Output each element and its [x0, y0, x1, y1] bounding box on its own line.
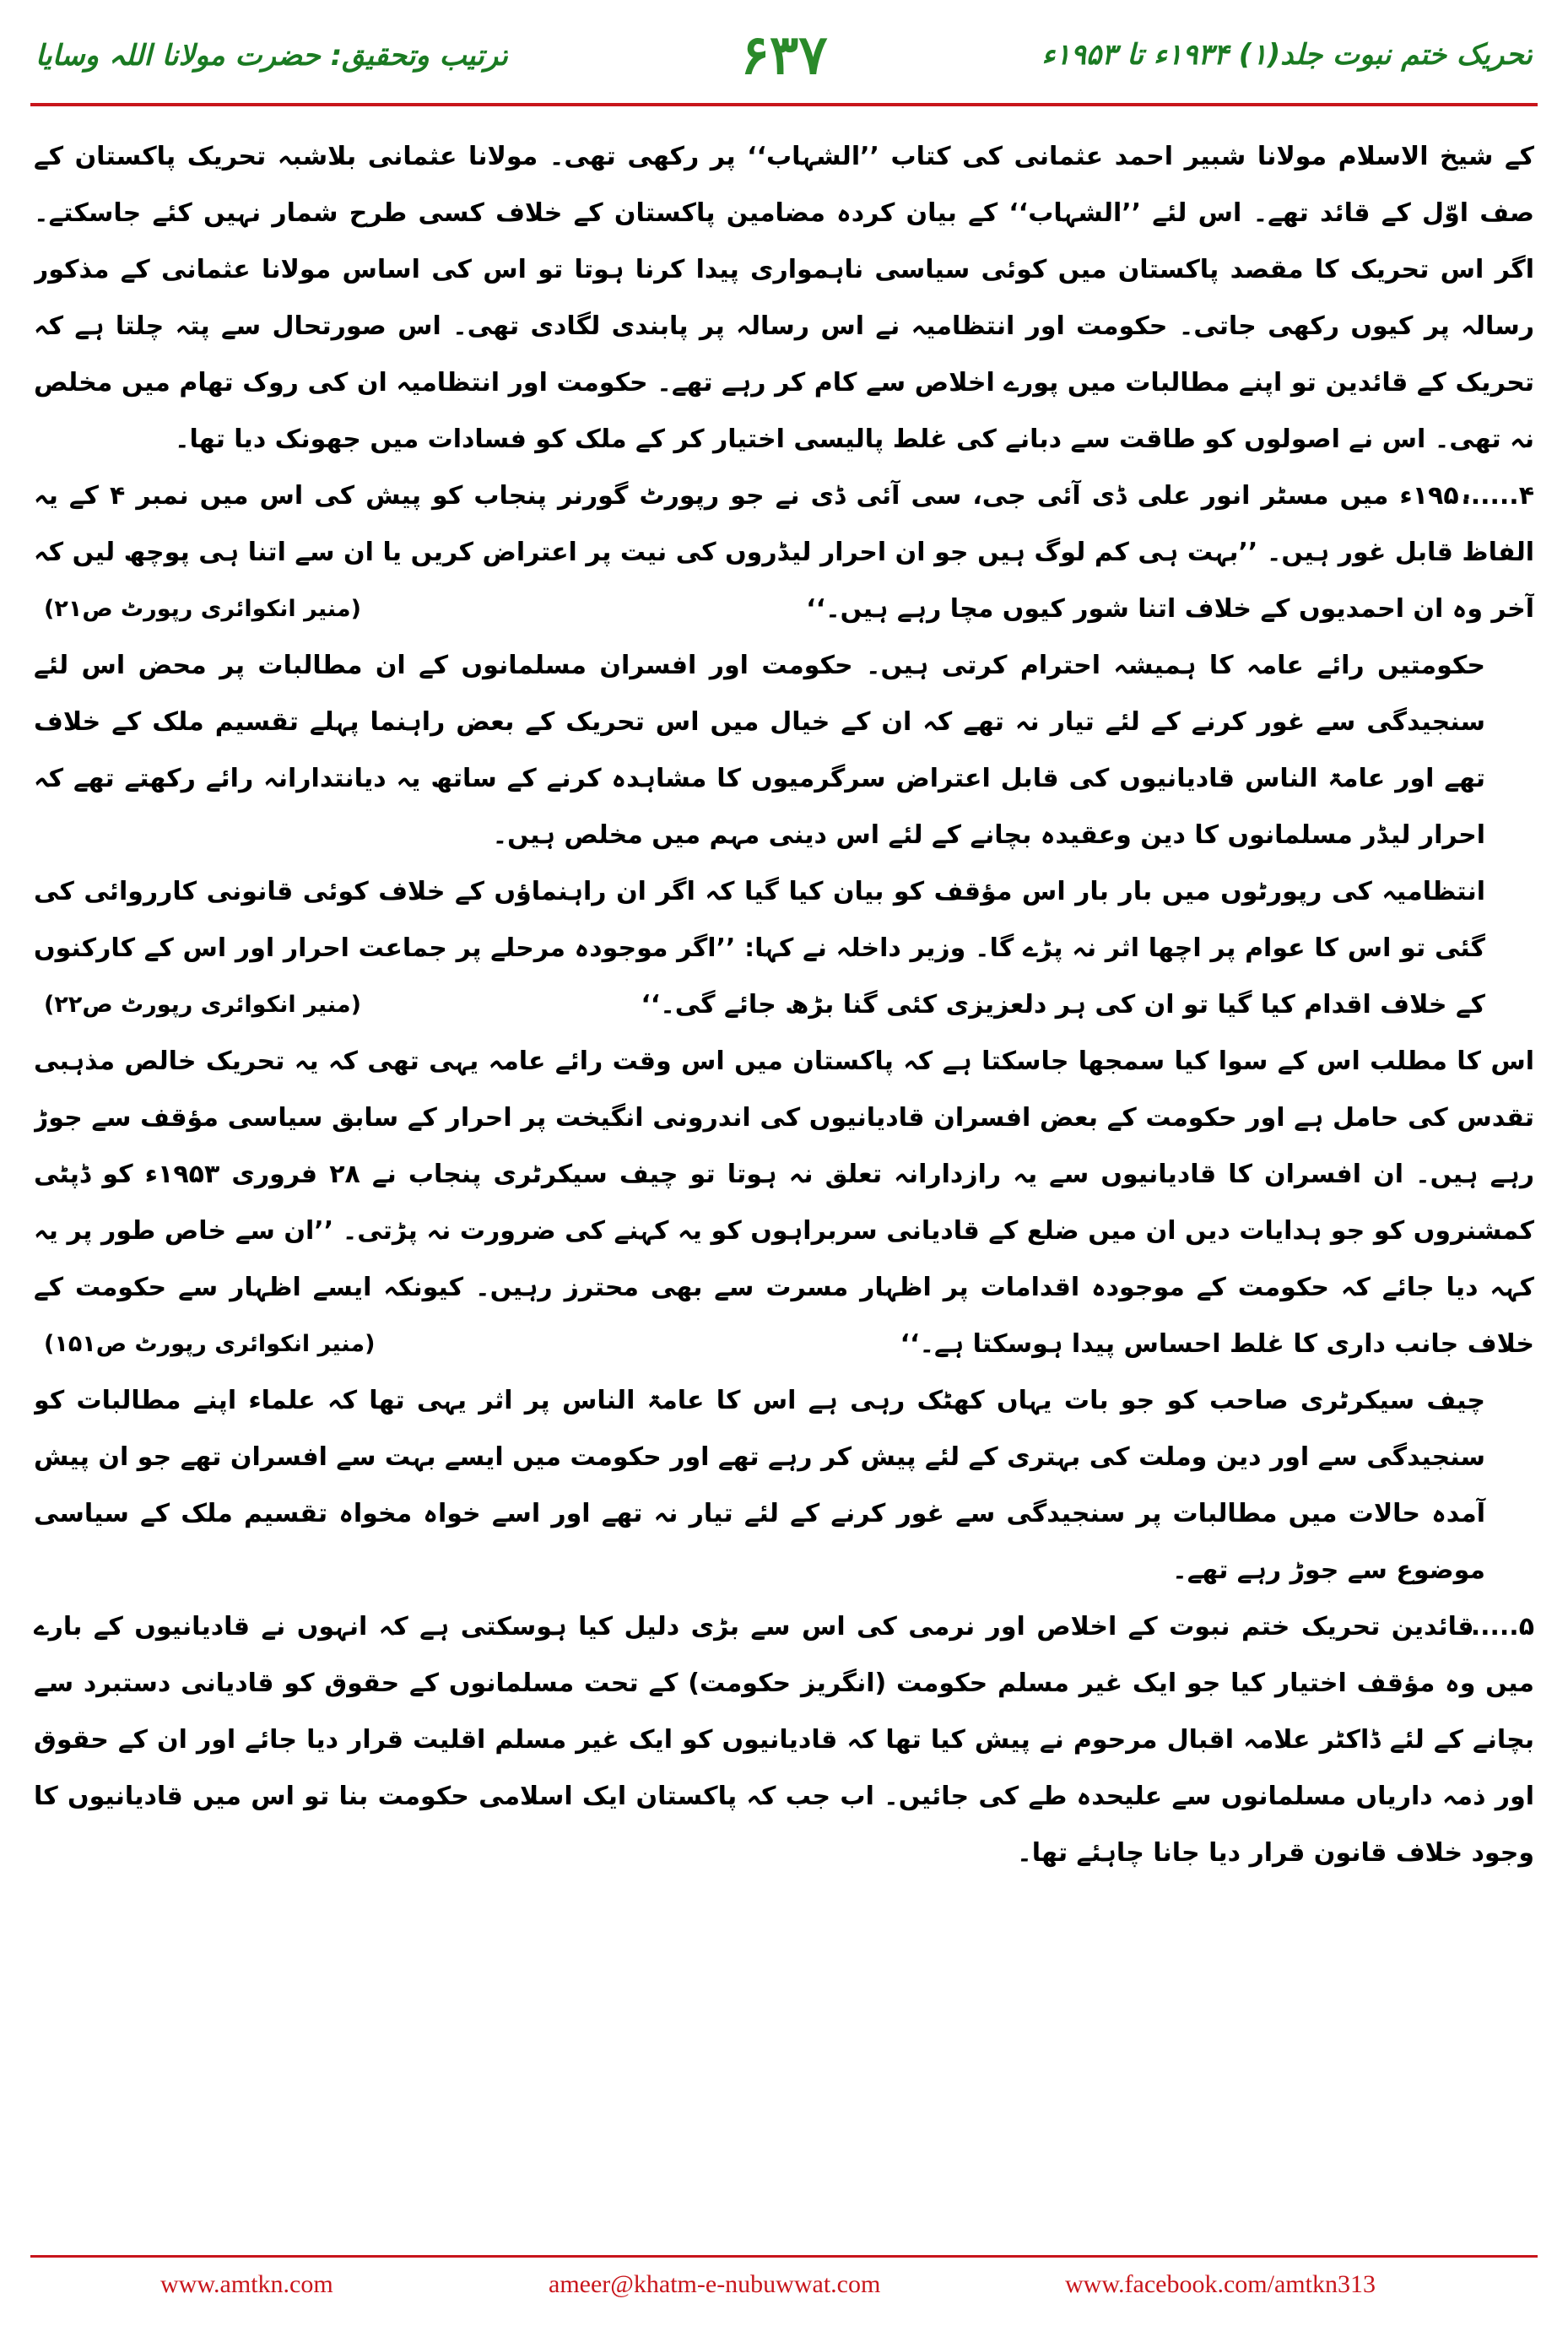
page-body [34, 128, 1534, 2251]
footer-divider [30, 2255, 1538, 2258]
paragraph-5 [34, 1033, 1534, 1372]
page-footer [0, 2255, 1568, 2342]
paragraph-text: ۱۹۵۰ء میں مسٹر انور علی ڈی آئی جی، سی آئی ڈی نے جو رپورٹ گورنر پنجاب کو پیش کی اس میں نمبر ۴ کے یہ الفاظ قابل غور ہیں۔ ’’بہت ہی کم لوگ ہیں جو ان احرار لیڈروں کی نیت پر اعتراض کریں یا ان سے اتنا ہی پوچھ لیں کہ آخر وہ ان احمدیوں کے خلاف اتنا شور کیوں مچا رہے ہیں۔‘‘ [34, 481, 1534, 624]
paragraph-7-point-5 [34, 1598, 1534, 1881]
reference-citation: (منیر انکوائری رپورٹ ص۲۲) [44, 992, 361, 1018]
paragraph-3 [34, 637, 1534, 863]
paragraph-6 [34, 1372, 1534, 1598]
point-number: ۵...... [1461, 1612, 1534, 1642]
point-number: ۴...... [1461, 481, 1534, 511]
page-header [0, 0, 1568, 118]
header-divider [30, 103, 1538, 106]
paragraph-text: قائدین تحریک ختم نبوت کے اخلاص اور نرمی کی اس سے بڑی دلیل کیا ہوسکتی ہے کہ انہوں نے قادیانیوں کے بارے میں وہ مؤقف اختیار کیا جو ایک غیر مسلم حکومت (انگریز حکومت) کے تحت مسلمانوں کے حقوق کو قادیانی دستبرد سے بچانے کے لئے ڈاکٹر علامہ اقبال مرحوم نے پیش کیا تھا کہ قادیانیوں کو ایک غیر مسلم اقلیت قرار دیا جائے اور ان کے حقوق اور ذمہ داریاں مسلمانوں سے علیحدہ طے کی جائیں۔ اب جب کہ پاکستان ایک اسلامی حکومت بنا تو اس میں قادیانیوں کا وجود خلاف قانون قرار دیا جانا چاہئے تھا۔ [34, 1612, 1534, 1868]
paragraph-text: انتظامیہ کی رپورٹوں میں بار بار اس مؤقف کو بیان کیا گیا کہ اگر ان راہنماؤں کے خلاف کوئی قانونی کارروائی کی گئی تو اس کا عوام پر اچھا اثر نہ پڑے گا۔ وزیر داخلہ نے کہا: ’’اگر موجودہ مرحلے پر جماعت احرار اور اس کے کارکنوں کے خلاف اقدام کیا گیا تو ان کی ہر دلعزیزی کئی گنا بڑھ جائے گی۔‘‘ [34, 877, 1485, 1020]
website-link[interactable]: www.amtkn.com [160, 2270, 333, 2298]
facebook-link[interactable]: www.facebook.com/amtkn313 [1065, 2270, 1376, 2298]
reference-citation: (منیر انکوائری رپورٹ ص۱۵۱) [44, 1331, 376, 1357]
paragraph-text: چیف سیکرٹری صاحب کو جو بات یہاں کھٹک رہی ہے اس کا عامۃ الناس پر اثر یہی تھا کہ علماء اپنے مطالبات کو سنجیدگی سے اور دین وملت کی بہتری کے لئے پیش کر رہے تھے اور حکومت میں ایسے بہت سے افسران تھے جو ان پیش آمدہ حالات میں مطالبات پر سنجیدگی سے غور کرنے کے لئے تیار نہ تھے اور اسے خواہ مخواہ تقسیم ملک کے سیاسی موضوع سے جوڑ رہے تھے۔ [34, 1386, 1485, 1585]
paragraph-1 [34, 128, 1534, 468]
paragraph-text: کے شیخ الاسلام مولانا شبیر احمد عثمانی کی کتاب ’’الشہاب‘‘ پر رکھی تھی۔ مولانا عثمانی بلاشبہ تحریک پاکستان کے صف اوّل کے قائد تھے۔ اس لئے ’’الشہاب‘‘ کے بیان کردہ مضامین پاکستان کے خلاف کسی طرح شمار نہیں کئے جاسکتے۔ اگر اس تحریک کا مقصد پاکستان میں کوئی سیاسی ناہمواری پیدا کرنا ہوتا تو اس کی اساس مولانا عثمانی کے مذکور رسالہ پر کیوں رکھی جاتی۔ حکومت اور انتظامیہ نے اس رسالہ پر پابندی لگادی تھی۔ اس صورتحال سے پتہ چلتا ہے کہ تحریک کے قائدین تو اپنے مطالبات میں پورے اخلاص سے کام کر رہے تھے۔ حکومت اور انتظامیہ ان کی روک تھام میں مخلص نہ تھی۔ اس نے اصولوں کو طاقت سے دبانے کی غلط پالیسی اختیار کر کے ملک کو فسادات میں جھونک دیا تھا۔ [34, 142, 1534, 454]
book-title: تحریک ختم نبوت جلد(۱) ۱۹۳۴ء تا ۱۹۵۳ء [1041, 38, 1533, 72]
compiler-credit: ترتیب وتحقیق: حضرت مولانا اللہ وسایا [35, 39, 508, 73]
paragraph-4 [34, 863, 1534, 1033]
paragraph-text: حکومتیں رائے عامہ کا ہمیشہ احترام کرتی ہیں۔ حکومت اور افسران مسلمانوں کے ان مطالبات پر محض اس لئے سنجیدگی سے غور کرنے کے لئے تیار نہ تھے کہ ان کے خیال میں اس تحریک کے بعض راہنما پہلے تقسیم ملک کے خلاف تھے اور عامۃ الناس قادیانیوں کی قابل اعتراض سرگرمیوں کا مشاہدہ کرنے کے ساتھ یہ دیانتدارانہ رائے رکھتے تھے کہ احرار لیڈر مسلمانوں کا دین وعقیدہ بچانے کے لئے اس دینی مہم میں مخلص ہیں۔ [34, 651, 1485, 850]
paragraph-2-point-4 [34, 468, 1534, 637]
email-link[interactable]: ameer@khatm-e-nubuwwat.com [549, 2270, 881, 2298]
reference-citation: (منیر انکوائری رپورٹ ص۲۱) [44, 596, 361, 622]
paragraph-text: اس کا مطلب اس کے سوا کیا سمجھا جاسکتا ہے کہ پاکستان میں اس وقت رائے عامہ یہی تھی کہ یہ تحریک خالص مذہبی تقدس کی حامل ہے اور حکومت کے بعض افسران قادیانیوں کی اندرونی انگیخت پر احرار کے سابق سیاسی مؤقف سے جوڑ رہے ہیں۔ ان افسران کا قادیانیوں سے یہ رازدارانہ تعلق نہ ہوتا تو چیف سیکرٹری پنجاب نے ۲۸ فروری ۱۹۵۳ء کو ڈپٹی کمشنروں کو جو ہدایات دیں ان میں ضلع کے قادیانی سربراہوں کو یہ کہنے کی ضرورت نہ پڑتی۔ ’’ان سے خاص طور پر یہ کہہ دیا جائے کہ حکومت کے موجودہ اقدامات پر اظہار مسرت سے بھی محترز رہیں۔ کیونکہ ایسے اظہار سے حکومت کے خلاف جانب داری کا غلط احساس پیدا ہوسکتا ہے۔‘‘ [34, 1047, 1534, 1359]
page-number: ۶۳۷ [740, 24, 828, 87]
